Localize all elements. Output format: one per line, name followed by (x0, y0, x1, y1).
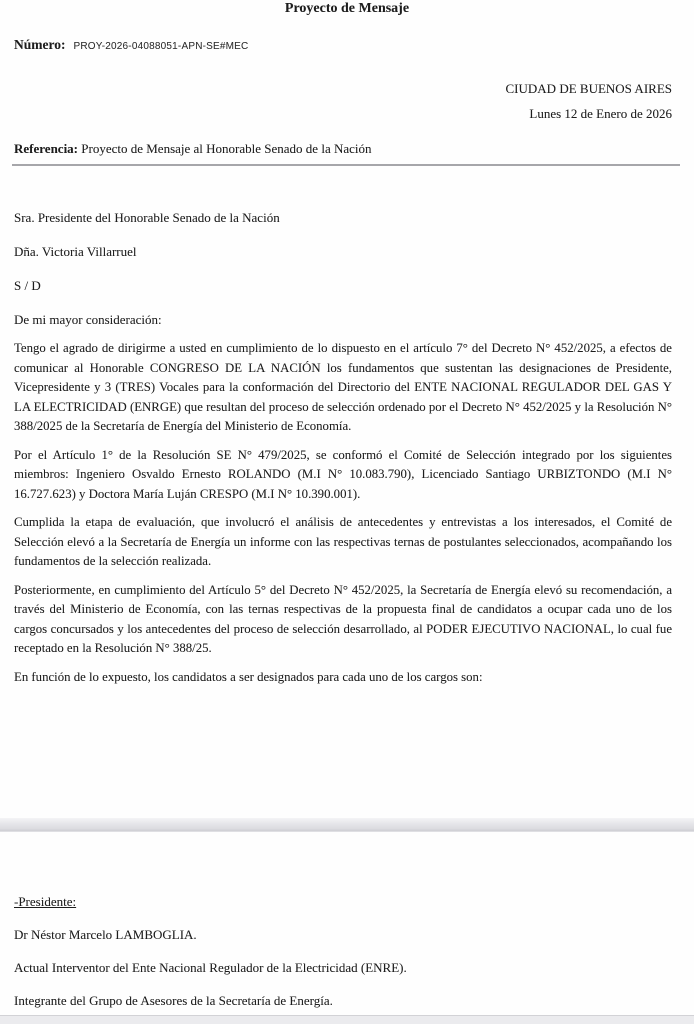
place-date-block (0, 76, 694, 126)
date-line: Lunes 12 de Enero de 2026 (529, 106, 672, 121)
body-paragraph-4: Posteriormente, en cumplimiento del Artículo 5° del Decreto N° 452/2025, la Secretaría de Energía elevó su recomendación, a través del Ministerio de Economía, con las ternas respectivas de la propuesta final de candidatos a ocupar cada uno de los cargos concursados y los antecedentes del proceso de selección desarrollado, al PODER EJECUTIVO NACIONAL, lo cual fue receptado en la Resolución N° 388/25. (14, 582, 672, 655)
body-paragraph-2: Por el Artículo 1° de la Resolución SE N° 479/2025, se conformó el Comité de Selección integrado por los siguientes miembros: Ingeniero Osvaldo Ernesto ROLANDO (M.I N° 10.083.790), Licenciado Santiago URBIZTONDO (M.I N° 16.727.623) y Doctora María Luján CRESPO (M.I N° 10.390.001). (14, 447, 672, 501)
president-role-line-1: Actual Interventor del Ente Nacional Regulador de la Electricidad (ENRE). (14, 960, 407, 975)
number-value: PROY-2026-04088051-APN-SE#MEC (73, 41, 249, 52)
president-role-line-2: Integrante del Grupo de Asesores de la Secretaría de Energía. (14, 993, 333, 1008)
reference-row (14, 140, 680, 157)
document-number-row (14, 37, 680, 55)
letter-body (14, 210, 672, 687)
president-section (14, 892, 672, 1024)
reference-value: Proyecto de Mensaje al Honorable Senado de la Nación (81, 141, 372, 156)
recipient-line-3: S / D (14, 278, 41, 293)
horizontal-rule (12, 164, 680, 166)
president-section-heading: -Presidente: (14, 894, 77, 909)
recipient-line-2: Dña. Victoria Villarruel (14, 244, 137, 259)
number-label: Número: (14, 37, 66, 52)
city-line: CIUDAD DE BUENOS AIRES (505, 81, 672, 96)
page-break-shadow (0, 818, 694, 832)
body-paragraph-5: En función de lo expuesto, los candidatos a ser designados para cada uno de los cargos son: (14, 669, 483, 684)
document-title: Proyecto de Mensaje (284, 1, 410, 16)
reference-label: Referencia: (14, 141, 79, 156)
salutation-line: De mi mayor consideración: (14, 312, 162, 327)
president-name-line: Dr Néstor Marcelo LAMBOGLIA. (14, 927, 197, 942)
body-paragraph-1: Tengo el agrado de dirigirme a usted en cumplimiento de lo dispuesto en el artículo 7° del Decreto N° 452/2025, a efectos de comunicar al Honorable CONGRESO DE LA NACIÓN los fundamentos que sustentan las designaciones de Presidente, Vicepresidente y 3 (TRES) Vocales para la conformación del Directorio del ENTE NACIONAL REGULADOR DEL GAS Y LA ELECTRICIDAD (ENRGE) que resultan del proceso de selección ordenado por el Decreto N° 452/2025 y la Resolución N° 388/2025 de la Secretaría de Energía del Ministerio de Economía. (14, 341, 672, 433)
bottom-page-shadow (0, 1015, 694, 1024)
body-paragraph-3: Cumplida la etapa de evaluación, que involucró el análisis de antecedentes y entrevistas a los interesados, el Comité de Selección elevó a la Secretaría de Energía un informe con las respectivas ternas de postulantes seleccionados, acompañando los fundamentos de la selección realizada. (14, 515, 672, 568)
recipient-line-1: Sra. Presidente del Honorable Senado de la Nación (14, 210, 280, 225)
